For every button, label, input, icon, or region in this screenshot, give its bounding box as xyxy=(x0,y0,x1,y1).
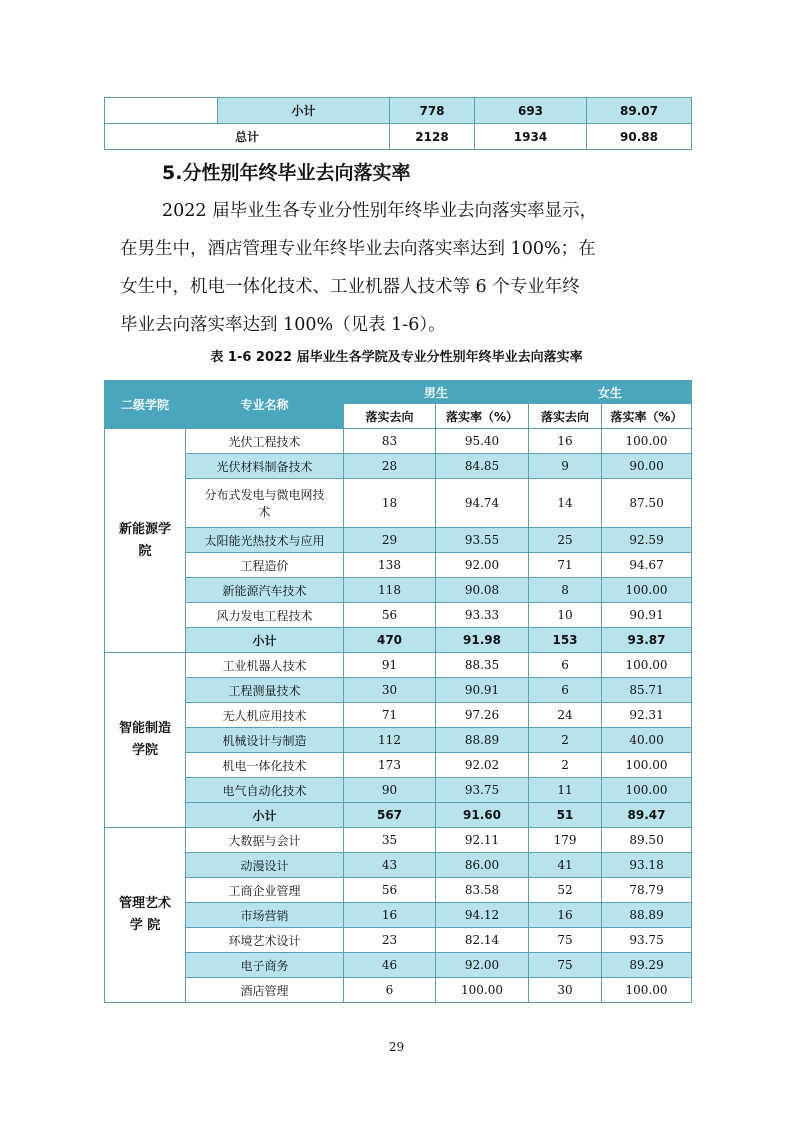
value-cell: 71 xyxy=(529,553,602,578)
value-cell: 75 xyxy=(529,928,602,953)
value-cell: 71 xyxy=(344,703,436,728)
major-cell: 风力发电工程技术 xyxy=(186,603,344,628)
empty-cell xyxy=(105,98,218,124)
value-cell: 84.85 xyxy=(436,454,529,479)
value-cell: 40.00 xyxy=(602,728,692,753)
value-cell: 173 xyxy=(344,753,436,778)
paragraph-line: 女生中，机电一体化技术、工业机器人技术等 6 个专业年终 xyxy=(120,277,580,297)
value-cell: 95.40 xyxy=(436,429,529,454)
header-major: 专业名称 xyxy=(186,381,344,429)
value-cell: 87.50 xyxy=(602,479,692,528)
value-cell: 2 xyxy=(529,753,602,778)
value-cell: 89.29 xyxy=(602,953,692,978)
value-cell: 56 xyxy=(344,878,436,903)
major-cell: 大数据与会计 xyxy=(186,828,344,853)
value-cell: 6 xyxy=(344,978,436,1003)
value-cell: 90.91 xyxy=(602,603,692,628)
value-cell: 6 xyxy=(529,678,602,703)
subtotal-label: 小计 xyxy=(218,98,390,124)
value-cell: 92.00 xyxy=(436,553,529,578)
value-cell: 35 xyxy=(344,828,436,853)
value-cell: 83.58 xyxy=(436,878,529,903)
value-cell: 25 xyxy=(529,528,602,553)
table-row xyxy=(105,728,692,753)
header-female: 女生 xyxy=(529,381,692,404)
paragraph-line: 在男生中，酒店管理专业年终毕业去向落实率达到 100%；在 xyxy=(120,239,596,259)
major-cell: 无人机应用技术 xyxy=(186,703,344,728)
value-cell: 85.71 xyxy=(602,678,692,703)
major-cell: 环境艺术设计 xyxy=(186,928,344,953)
major-cell: 电气自动化技术 xyxy=(186,778,344,803)
table-row xyxy=(105,429,692,454)
value-cell: 179 xyxy=(529,828,602,853)
table-row xyxy=(105,928,692,953)
table-row xyxy=(105,98,692,124)
value-cell: 23 xyxy=(344,928,436,953)
cell: 2128 xyxy=(390,124,475,150)
value-cell: 91 xyxy=(344,653,436,678)
value-cell: 88.35 xyxy=(436,653,529,678)
major-cell: 机械设计与制造 xyxy=(186,728,344,753)
subtotal-cell: 470 xyxy=(344,628,436,653)
value-cell: 78.79 xyxy=(602,878,692,903)
value-cell: 138 xyxy=(344,553,436,578)
value-cell: 93.75 xyxy=(602,928,692,953)
header-female-rate: 落实率（%） xyxy=(602,404,692,429)
header-female-count: 落实去向 xyxy=(529,404,602,429)
value-cell: 46 xyxy=(344,953,436,978)
value-cell: 41 xyxy=(529,853,602,878)
table-row xyxy=(105,953,692,978)
total-label: 总计 xyxy=(105,124,390,150)
value-cell: 92.59 xyxy=(602,528,692,553)
value-cell: 2 xyxy=(529,728,602,753)
subtotal-cell: 567 xyxy=(344,803,436,828)
value-cell: 30 xyxy=(529,978,602,1003)
table-row xyxy=(105,678,692,703)
table-row xyxy=(105,553,692,578)
value-cell: 97.26 xyxy=(436,703,529,728)
subtotal-row xyxy=(105,628,692,653)
table-row xyxy=(105,853,692,878)
college-cell: 新能源学院 xyxy=(105,429,186,653)
value-cell: 11 xyxy=(529,778,602,803)
value-cell: 100.00 xyxy=(602,778,692,803)
value-cell: 24 xyxy=(529,703,602,728)
table-row xyxy=(105,878,692,903)
value-cell: 100.00 xyxy=(602,578,692,603)
value-cell: 16 xyxy=(529,903,602,928)
major-cell: 太阳能光热技术与应用 xyxy=(186,528,344,553)
value-cell: 56 xyxy=(344,603,436,628)
value-cell: 92.11 xyxy=(436,828,529,853)
value-cell: 18 xyxy=(344,479,436,528)
cell: 89.07 xyxy=(587,98,692,124)
summary-table-continued xyxy=(104,97,692,150)
value-cell: 90 xyxy=(344,778,436,803)
header-college: 二级学院 xyxy=(105,381,186,429)
header-male-count: 落实去向 xyxy=(344,404,436,429)
section-heading: 5.分性别年终毕业去向落实率 xyxy=(162,162,411,184)
subtotal-cell: 89.47 xyxy=(602,803,692,828)
value-cell: 43 xyxy=(344,853,436,878)
major-cell: 工业机器人技术 xyxy=(186,653,344,678)
value-cell: 100.00 xyxy=(602,753,692,778)
subtotal-cell: 153 xyxy=(529,628,602,653)
table-row xyxy=(105,528,692,553)
subtotal-cell: 51 xyxy=(529,803,602,828)
table-row xyxy=(105,753,692,778)
major-cell: 机电一体化技术 xyxy=(186,753,344,778)
value-cell: 6 xyxy=(529,653,602,678)
value-cell: 29 xyxy=(344,528,436,553)
value-cell: 88.89 xyxy=(602,903,692,928)
subtotal-row xyxy=(105,803,692,828)
table-row xyxy=(105,778,692,803)
table-row xyxy=(105,603,692,628)
table-row xyxy=(105,479,692,528)
value-cell: 16 xyxy=(344,903,436,928)
paragraph-line: 毕业去向落实率达到 100%（见表 1-6）。 xyxy=(120,315,446,335)
table-row xyxy=(105,828,692,853)
paragraph-line: 2022 届毕业生各专业分性别年终毕业去向落实率显示， xyxy=(162,201,598,221)
college-cell: 智能制造学院 xyxy=(105,653,186,828)
header-male-rate: 落实率（%） xyxy=(436,404,529,429)
gender-placement-table xyxy=(104,380,692,1003)
subtotal-cell: 91.98 xyxy=(436,628,529,653)
major-cell: 酒店管理 xyxy=(186,978,344,1003)
value-cell: 90.08 xyxy=(436,578,529,603)
value-cell: 52 xyxy=(529,878,602,903)
subtotal-cell: 93.87 xyxy=(602,628,692,653)
college-cell: 管理艺术学 院 xyxy=(105,828,186,1003)
table-row xyxy=(105,703,692,728)
value-cell: 75 xyxy=(529,953,602,978)
value-cell: 82.14 xyxy=(436,928,529,953)
value-cell: 118 xyxy=(344,578,436,603)
value-cell: 100.00 xyxy=(602,429,692,454)
major-cell: 工商企业管理 xyxy=(186,878,344,903)
value-cell: 16 xyxy=(529,429,602,454)
value-cell: 90.00 xyxy=(602,454,692,479)
table-row xyxy=(105,903,692,928)
table-row xyxy=(105,653,692,678)
header-row xyxy=(105,381,692,404)
major-cell: 电子商务 xyxy=(186,953,344,978)
table-row xyxy=(105,978,692,1003)
value-cell: 86.00 xyxy=(436,853,529,878)
value-cell: 93.18 xyxy=(602,853,692,878)
table-row xyxy=(105,454,692,479)
major-cell: 光伏工程技术 xyxy=(186,429,344,454)
table-row xyxy=(105,578,692,603)
value-cell: 100.00 xyxy=(436,978,529,1003)
major-cell: 分布式发电与微电网技术 xyxy=(186,479,344,528)
major-cell: 光伏材料制备技术 xyxy=(186,454,344,479)
value-cell: 94.67 xyxy=(602,553,692,578)
page-number: 29 xyxy=(388,1040,405,1054)
major-cell: 工程测量技术 xyxy=(186,678,344,703)
section-paragraph xyxy=(120,192,690,344)
value-cell: 14 xyxy=(529,479,602,528)
value-cell: 94.74 xyxy=(436,479,529,528)
subtotal-cell: 91.60 xyxy=(436,803,529,828)
value-cell: 88.89 xyxy=(436,728,529,753)
value-cell: 28 xyxy=(344,454,436,479)
value-cell: 8 xyxy=(529,578,602,603)
subtotal-label: 小计 xyxy=(186,628,344,653)
value-cell: 93.75 xyxy=(436,778,529,803)
value-cell: 100.00 xyxy=(602,978,692,1003)
value-cell: 92.00 xyxy=(436,953,529,978)
table-caption: 表 1-6 2022 届毕业生各学院及专业分性别年终毕业去向落实率 xyxy=(210,350,583,365)
major-cell: 动漫设计 xyxy=(186,853,344,878)
value-cell: 92.02 xyxy=(436,753,529,778)
major-cell: 市场营销 xyxy=(186,903,344,928)
major-cell: 工程造价 xyxy=(186,553,344,578)
major-cell: 新能源汽车技术 xyxy=(186,578,344,603)
value-cell: 94.12 xyxy=(436,903,529,928)
value-cell: 10 xyxy=(529,603,602,628)
cell: 90.88 xyxy=(587,124,692,150)
cell: 778 xyxy=(390,98,475,124)
value-cell: 93.33 xyxy=(436,603,529,628)
value-cell: 89.50 xyxy=(602,828,692,853)
table-body xyxy=(105,381,692,1003)
value-cell: 92.31 xyxy=(602,703,692,728)
value-cell: 90.91 xyxy=(436,678,529,703)
value-cell: 100.00 xyxy=(602,653,692,678)
value-cell: 9 xyxy=(529,454,602,479)
header-male: 男生 xyxy=(344,381,529,404)
cell: 693 xyxy=(475,98,587,124)
value-cell: 30 xyxy=(344,678,436,703)
subtotal-label: 小计 xyxy=(186,803,344,828)
table-row xyxy=(105,124,692,150)
value-cell: 112 xyxy=(344,728,436,753)
cell: 1934 xyxy=(475,124,587,150)
value-cell: 93.55 xyxy=(436,528,529,553)
value-cell: 83 xyxy=(344,429,436,454)
